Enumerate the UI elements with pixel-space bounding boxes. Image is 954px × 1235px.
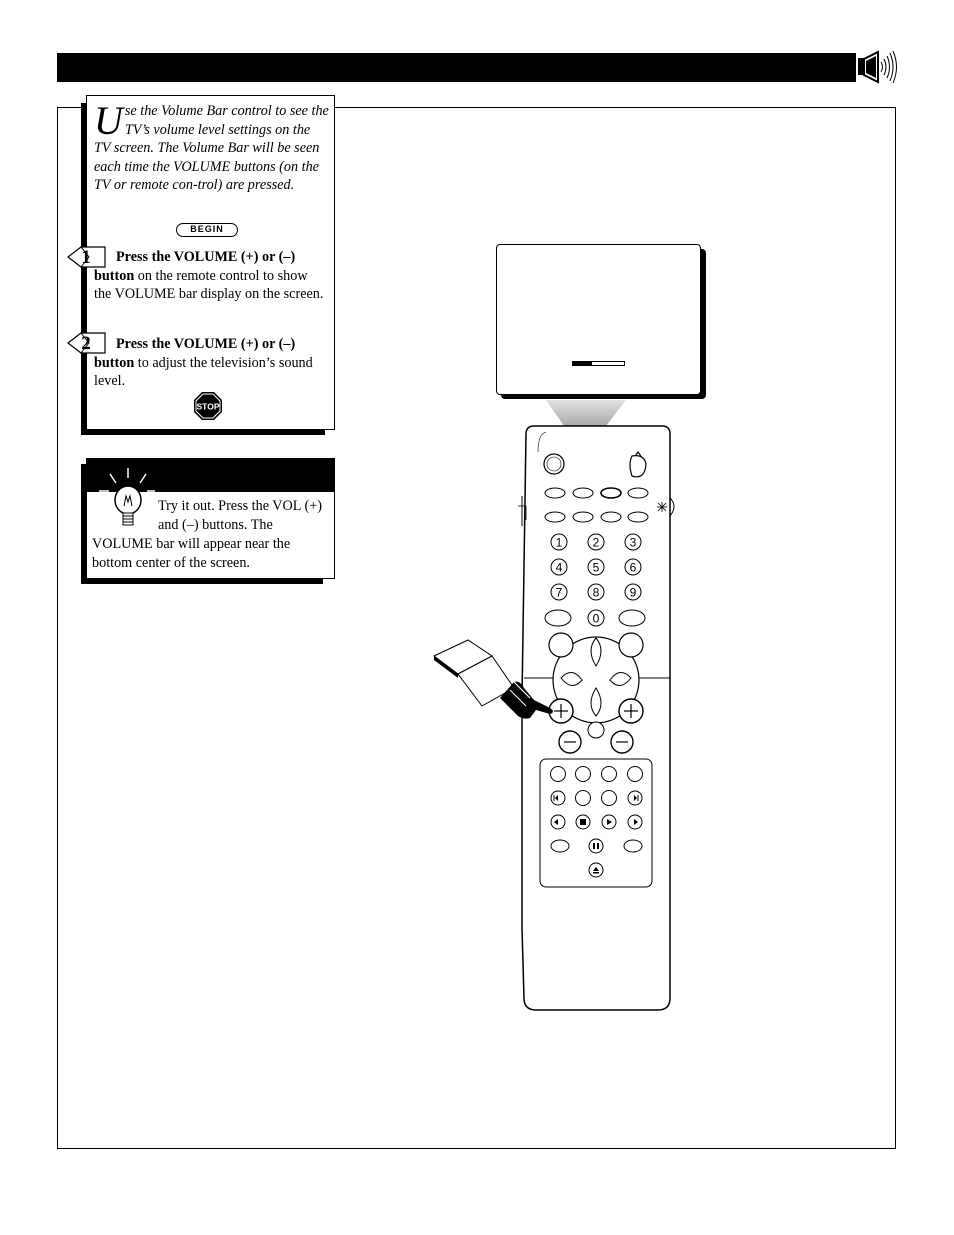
stop-label: STOP xyxy=(196,401,220,412)
keypad-label-7: 7 xyxy=(555,585,563,600)
volume-bar-fill xyxy=(573,362,592,365)
remote-button[interactable] xyxy=(619,610,645,626)
keypad-label-9: 9 xyxy=(629,585,637,600)
tip-body: Try it out. Press the VOL (+) and (–) buttons. The VOLUME bar will appear near the bottom center of the screen. xyxy=(92,498,322,571)
channel-minus-button[interactable] xyxy=(611,731,633,753)
tip-text xyxy=(92,497,328,573)
step-1-bold: Press the VOLUME (+) or (–) button xyxy=(94,249,296,284)
step-2-rest: to adjust the television’s sound level. xyxy=(94,354,313,390)
stop-sign-icon xyxy=(193,391,223,421)
intro-body: se the Volume Bar control to see the TV’s volume level settings on the TV screen. The Volume Bar will be seen each time the VOLUME buttons (on the TV or remote con-trol) are pressed. xyxy=(94,103,329,194)
power-button-shape[interactable] xyxy=(630,456,646,477)
step-1-number: 1 xyxy=(81,247,91,268)
remote-button[interactable] xyxy=(545,610,571,626)
header-bar xyxy=(57,53,856,82)
keypad-label-6: 6 xyxy=(629,560,637,575)
remote-control xyxy=(430,398,710,1018)
intro-dropcap: U xyxy=(94,98,123,143)
tv-screen xyxy=(496,244,701,395)
begin-badge: BEGIN xyxy=(176,223,238,237)
step-1 xyxy=(94,248,326,304)
step-2 xyxy=(94,335,326,391)
step-1-rest: on the remote control to show the VOLUME bar display on the screen. xyxy=(94,267,324,303)
step-2-bold: Press the VOLUME (+) or (–) button xyxy=(94,336,296,371)
speaker-icon xyxy=(858,50,902,84)
step-2-number: 2 xyxy=(81,333,91,354)
ir-beam xyxy=(546,400,626,426)
keypad-label-4: 4 xyxy=(555,560,563,575)
keypad-label-8: 8 xyxy=(592,585,600,600)
keypad-label-0: 0 xyxy=(592,611,600,626)
mute-button[interactable] xyxy=(588,722,604,738)
remote-button[interactable] xyxy=(549,633,573,657)
keypad-label-5: 5 xyxy=(592,560,600,575)
intro-text xyxy=(94,98,330,195)
channel-plus-button[interactable] xyxy=(619,699,643,723)
keypad-label-3: 3 xyxy=(629,535,637,550)
volume-minus-button[interactable] xyxy=(559,731,581,753)
sparkle-icon xyxy=(657,502,667,512)
keypad-label-2: 2 xyxy=(592,535,600,550)
keypad-label-1: 1 xyxy=(555,535,563,550)
remote-button[interactable] xyxy=(619,633,643,657)
